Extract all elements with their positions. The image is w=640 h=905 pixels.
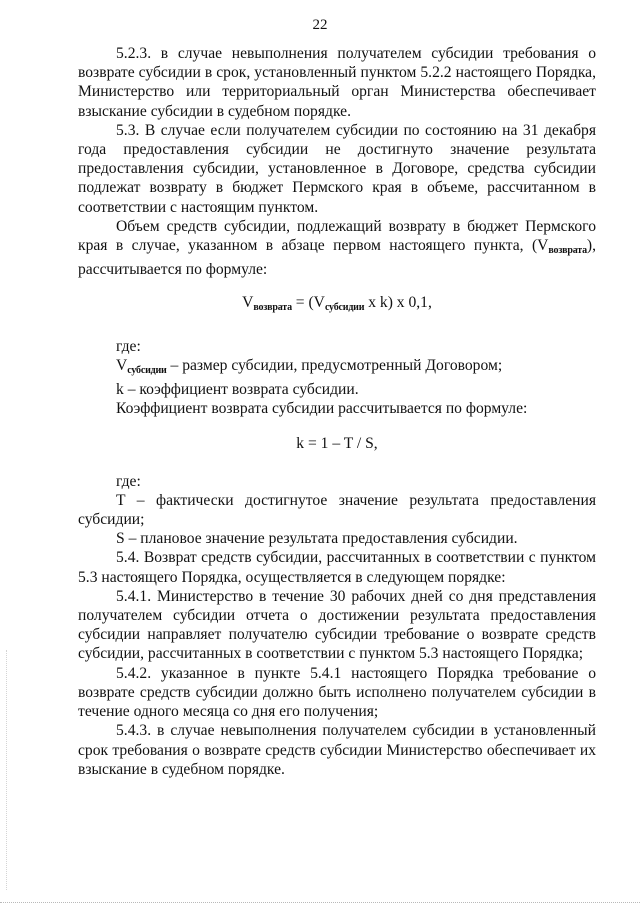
formula-return-volume xyxy=(78,293,596,317)
where-label-1: где: xyxy=(116,337,141,355)
coefficient-intro: Коэффициент возврата субсидии рассчитывается по формуле: xyxy=(116,400,528,418)
volume-intro-text: Объем средств субсидии, подлежащий возврату в бюджет Пермского края в случае, указанном в абзаце первом настоящего пункта, (V xyxy=(78,217,596,255)
where-label-2: где: xyxy=(116,472,141,490)
definition-s: S – плановое значение результата предоставления субсидии. xyxy=(116,530,518,548)
scan-bottom-edge xyxy=(0,902,640,903)
document-body xyxy=(78,44,596,779)
formula1-end: x k) x 0,1, xyxy=(364,294,432,312)
page-number: 22 xyxy=(312,17,328,33)
paragraph-5-4: 5.4. Возврат средств субсидии, рассчитанных в соответствии с пунктом 5.3 настоящего Порядка, осуществляется в следующем порядке: xyxy=(78,549,596,586)
formula1-sub-subsidy: субсидии xyxy=(324,302,365,314)
paragraph-5-3: 5.3. В случае если получателем субсидии по состоянию на 31 декабря года предоставления субсидии не достигнуто значение результата предоставления субсидии, установленное в Договоре, средства субсидии подлежат возврату в бюджет Пермского края в объеме, рассчитанном в соответствии с настоящим пунктом. xyxy=(78,121,596,216)
paragraph-5-4-2: 5.4.2. указанное в пункте 5.4.1 настоящего Порядка требование о возврате средств субсидии должно быть исполнено получателем субсидии в течение одного месяца со дня его получения; xyxy=(78,664,596,721)
paragraph-5-2-3: 5.2.3. в случае невыполнения получателем субсидии требования о возврате субсидии в срок, установленный пунктом 5.2.2 настоящего Порядка, Министерство или территориальный орган Министерства обеспечивает взыскание субсидии в судебном порядке. xyxy=(78,45,596,120)
def-v-symbol: V xyxy=(116,356,128,374)
scan-edge-artifact xyxy=(6,650,7,890)
paragraph-5-4-1: 5.4.1. Министерство в течение 30 рабочих дней со дня представления получателем субсидии отчета о достижении результата предоставления субсидии направляет получателю субсидии требование о возврате средств субсидии, рассчитанных в соответствии с пунктом 5.3 настоящего Порядка; xyxy=(78,587,596,663)
formula1-v: V xyxy=(242,294,254,312)
volume-subscript: возврата xyxy=(548,245,587,257)
definition-k: k – коэффициент возврата субсидии. xyxy=(116,381,359,399)
def-v-subscript: субсидии xyxy=(127,364,167,376)
paragraph-5-4-3: 5.4.3. в случае невыполнения получателем субсидии в установленный срок требования о возврате средств субсидии Министерство обеспечивает их взыскание в судебном порядке. xyxy=(78,722,596,778)
formula1-mid: = (V xyxy=(291,294,325,312)
definition-v-subsidy xyxy=(78,356,596,380)
def-v-text: – размер субсидии, предусмотренный Договором; xyxy=(166,356,503,374)
paragraph-volume-formula-intro xyxy=(78,217,596,280)
formula-coefficient: k = 1 – T / S, xyxy=(296,435,378,453)
volume-intro-end: ), рассчитывается по формуле: xyxy=(78,237,596,279)
definition-t: T – фактически достигнутое значение результата предоставления субсидии; xyxy=(78,491,596,529)
formula1-sub-return: возврата xyxy=(253,302,292,314)
